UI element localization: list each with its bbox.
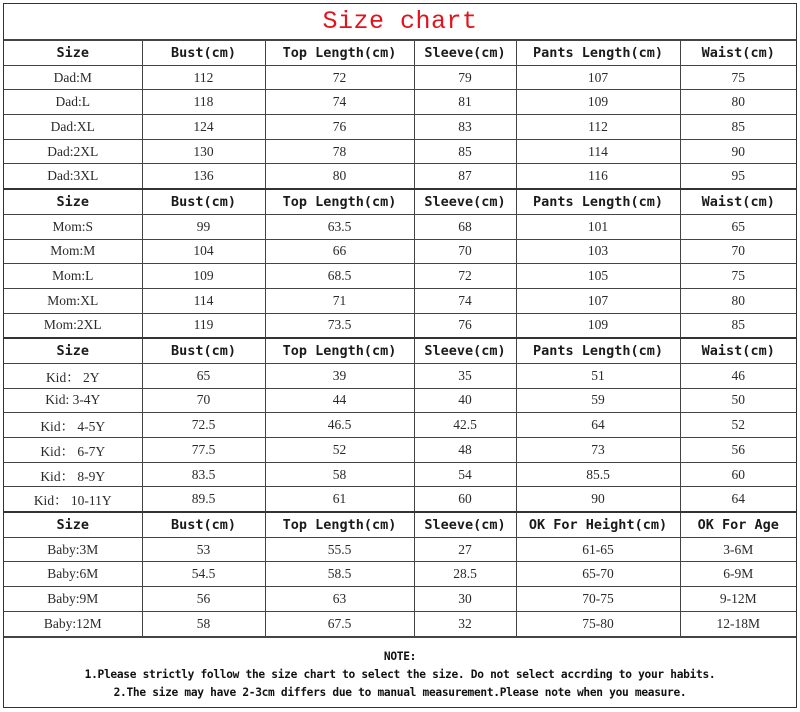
size-table-body: [4, 41, 796, 637]
measurement-cell: 101: [516, 214, 680, 239]
measurement-cell: 118: [142, 90, 265, 115]
measurement-cell: 60: [680, 462, 796, 487]
measurement-cell: 104: [142, 239, 265, 264]
table-row: [4, 388, 796, 413]
measurement-cell: 61-65: [516, 537, 680, 562]
size-label-cell: Mom:M: [4, 239, 142, 264]
column-header: Top Length(cm): [265, 189, 414, 214]
measurement-cell: 109: [142, 264, 265, 289]
measurement-cell: 59: [516, 388, 680, 413]
table-row: [4, 65, 796, 90]
measurement-cell: 52: [265, 438, 414, 463]
measurement-cell: 77.5: [142, 438, 265, 463]
table-row: [4, 587, 796, 612]
column-header: Top Length(cm): [265, 512, 414, 537]
measurement-cell: 71: [265, 288, 414, 313]
measurement-cell: 39: [265, 363, 414, 388]
table-row: [4, 363, 796, 388]
measurement-cell: 58.5: [265, 562, 414, 587]
table-row: [4, 239, 796, 264]
measurement-cell: 52: [680, 413, 796, 438]
measurement-cell: 103: [516, 239, 680, 264]
measurement-cell: 80: [680, 90, 796, 115]
column-header: Pants Length(cm): [516, 41, 680, 66]
table-row: [4, 214, 796, 239]
measurement-cell: 58: [142, 611, 265, 636]
size-label-cell: Dad:3XL: [4, 164, 142, 189]
chart-title: Size chart: [4, 4, 796, 40]
measurement-cell: 74: [265, 90, 414, 115]
measurement-cell: 75: [680, 65, 796, 90]
measurement-cell: 107: [516, 288, 680, 313]
measurement-cell: 116: [516, 164, 680, 189]
measurement-cell: 72.5: [142, 413, 265, 438]
measurement-cell: 87: [414, 164, 516, 189]
measurement-cell: 95: [680, 164, 796, 189]
measurement-cell: 30: [414, 587, 516, 612]
measurement-cell: 64: [680, 487, 796, 512]
size-label-cell: Kid： 8-9Y: [4, 462, 142, 487]
measurement-cell: 81: [414, 90, 516, 115]
table-row: [4, 537, 796, 562]
size-table: [4, 40, 796, 637]
measurement-cell: 51: [516, 363, 680, 388]
measurement-cell: 85.5: [516, 462, 680, 487]
size-label-cell: Mom:S: [4, 214, 142, 239]
measurement-cell: 12-18M: [680, 611, 796, 636]
table-row: [4, 115, 796, 140]
note-section: [4, 637, 796, 712]
measurement-cell: 73: [516, 438, 680, 463]
size-label-cell: Baby:12M: [4, 611, 142, 636]
measurement-cell: 136: [142, 164, 265, 189]
measurement-cell: 83: [414, 115, 516, 140]
measurement-cell: 56: [680, 438, 796, 463]
table-row: [4, 90, 796, 115]
measurement-cell: 63.5: [265, 214, 414, 239]
measurement-cell: 55.5: [265, 537, 414, 562]
column-header: Size: [4, 189, 142, 214]
header-row-mom: [4, 189, 796, 214]
column-header: Bust(cm): [142, 189, 265, 214]
measurement-cell: 79: [414, 65, 516, 90]
measurement-cell: 60: [414, 487, 516, 512]
measurement-cell: 109: [516, 313, 680, 338]
column-header: Top Length(cm): [265, 41, 414, 66]
size-label-cell: Mom:L: [4, 264, 142, 289]
measurement-cell: 70: [142, 388, 265, 413]
table-row: [4, 313, 796, 338]
column-header: OK For Height(cm): [516, 512, 680, 537]
measurement-cell: 130: [142, 139, 265, 164]
measurement-cell: 50: [680, 388, 796, 413]
measurement-cell: 75: [680, 264, 796, 289]
measurement-cell: 90: [680, 139, 796, 164]
measurement-cell: 65-70: [516, 562, 680, 587]
size-label-cell: Baby:9M: [4, 587, 142, 612]
measurement-cell: 112: [142, 65, 265, 90]
measurement-cell: 85: [414, 139, 516, 164]
measurement-cell: 63: [265, 587, 414, 612]
table-row: [4, 562, 796, 587]
measurement-cell: 68: [414, 214, 516, 239]
measurement-cell: 32: [414, 611, 516, 636]
measurement-cell: 85: [680, 313, 796, 338]
measurement-cell: 46: [680, 363, 796, 388]
note-line-2: 2.The size may have 2-3cm differs due to manual measurement.Please note when you measure.: [113, 686, 687, 699]
measurement-cell: 46.5: [265, 413, 414, 438]
column-header: Size: [4, 41, 142, 66]
measurement-cell: 70-75: [516, 587, 680, 612]
size-label-cell: Mom:XL: [4, 288, 142, 313]
column-header: Sleeve(cm): [414, 512, 516, 537]
measurement-cell: 72: [414, 264, 516, 289]
column-header: Bust(cm): [142, 512, 265, 537]
column-header: Pants Length(cm): [516, 338, 680, 363]
column-header: Sleeve(cm): [414, 41, 516, 66]
measurement-cell: 99: [142, 214, 265, 239]
measurement-cell: 54.5: [142, 562, 265, 587]
measurement-cell: 53: [142, 537, 265, 562]
measurement-cell: 9-12M: [680, 587, 796, 612]
size-label-cell: Kid: 3-4Y: [4, 388, 142, 413]
measurement-cell: 80: [680, 288, 796, 313]
measurement-cell: 90: [516, 487, 680, 512]
size-label-cell: Kid： 2Y: [4, 363, 142, 388]
column-header: Waist(cm): [680, 189, 796, 214]
column-header: Sleeve(cm): [414, 189, 516, 214]
measurement-cell: 75-80: [516, 611, 680, 636]
measurement-cell: 28.5: [414, 562, 516, 587]
table-row: [4, 413, 796, 438]
size-chart: [3, 3, 797, 708]
header-row-dad: [4, 41, 796, 66]
table-row: [4, 139, 796, 164]
measurement-cell: 56: [142, 587, 265, 612]
measurement-cell: 72: [265, 65, 414, 90]
measurement-cell: 27: [414, 537, 516, 562]
measurement-cell: 73.5: [265, 313, 414, 338]
column-header: Bust(cm): [142, 338, 265, 363]
measurement-cell: 114: [516, 139, 680, 164]
column-header: Sleeve(cm): [414, 338, 516, 363]
column-header: Waist(cm): [680, 338, 796, 363]
column-header: Size: [4, 512, 142, 537]
measurement-cell: 68.5: [265, 264, 414, 289]
measurement-cell: 48: [414, 438, 516, 463]
table-row: [4, 164, 796, 189]
measurement-cell: 119: [142, 313, 265, 338]
measurement-cell: 61: [265, 487, 414, 512]
measurement-cell: 107: [516, 65, 680, 90]
size-label-cell: Dad:XL: [4, 115, 142, 140]
table-row: [4, 288, 796, 313]
measurement-cell: 124: [142, 115, 265, 140]
measurement-cell: 112: [516, 115, 680, 140]
size-label-cell: Dad:M: [4, 65, 142, 90]
size-label-cell: Kid： 10-11Y: [4, 487, 142, 512]
measurement-cell: 67.5: [265, 611, 414, 636]
measurement-cell: 65: [142, 363, 265, 388]
measurement-cell: 109: [516, 90, 680, 115]
measurement-cell: 89.5: [142, 487, 265, 512]
measurement-cell: 54: [414, 462, 516, 487]
measurement-cell: 65: [680, 214, 796, 239]
measurement-cell: 76: [414, 313, 516, 338]
table-row: [4, 611, 796, 636]
size-label-cell: Dad:L: [4, 90, 142, 115]
measurement-cell: 80: [265, 164, 414, 189]
measurement-cell: 6-9M: [680, 562, 796, 587]
measurement-cell: 78: [265, 139, 414, 164]
measurement-cell: 105: [516, 264, 680, 289]
measurement-cell: 70: [414, 239, 516, 264]
header-row-baby: [4, 512, 796, 537]
table-row: [4, 264, 796, 289]
measurement-cell: 44: [265, 388, 414, 413]
table-row: [4, 462, 796, 487]
note-heading: NOTE:: [383, 650, 417, 663]
measurement-cell: 42.5: [414, 413, 516, 438]
measurement-cell: 64: [516, 413, 680, 438]
column-header: Top Length(cm): [265, 338, 414, 363]
measurement-cell: 58: [265, 462, 414, 487]
measurement-cell: 114: [142, 288, 265, 313]
column-header: Pants Length(cm): [516, 189, 680, 214]
measurement-cell: 85: [680, 115, 796, 140]
column-header: Waist(cm): [680, 41, 796, 66]
measurement-cell: 35: [414, 363, 516, 388]
measurement-cell: 74: [414, 288, 516, 313]
table-row: [4, 438, 796, 463]
size-label-cell: Kid： 6-7Y: [4, 438, 142, 463]
table-row: [4, 487, 796, 512]
size-label-cell: Dad:2XL: [4, 139, 142, 164]
size-label-cell: Baby:6M: [4, 562, 142, 587]
measurement-cell: 3-6M: [680, 537, 796, 562]
measurement-cell: 66: [265, 239, 414, 264]
column-header: Size: [4, 338, 142, 363]
measurement-cell: 76: [265, 115, 414, 140]
measurement-cell: 40: [414, 388, 516, 413]
size-label-cell: Kid： 4-5Y: [4, 413, 142, 438]
size-label-cell: Mom:2XL: [4, 313, 142, 338]
measurement-cell: 70: [680, 239, 796, 264]
measurement-cell: 83.5: [142, 462, 265, 487]
column-header: OK For Age: [680, 512, 796, 537]
column-header: Bust(cm): [142, 41, 265, 66]
header-row-kid: [4, 338, 796, 363]
note-line-1: 1.Please strictly follow the size chart to select the size. Do not select accrding to your habits.: [84, 668, 716, 681]
size-label-cell: Baby:3M: [4, 537, 142, 562]
